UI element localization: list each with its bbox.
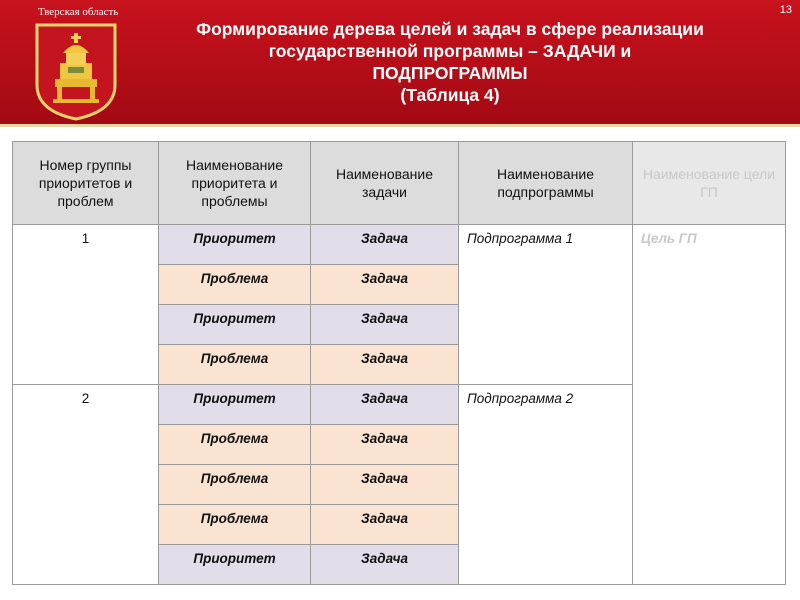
priority-cell: Приоритет (159, 385, 311, 425)
header-group-number: Номер группы приоритетов и проблем (13, 142, 159, 225)
coat-of-arms-icon (33, 23, 119, 121)
priority-cell: Проблема (159, 265, 311, 305)
title-line-3: ПОДПРОГРАММЫ (372, 63, 528, 83)
priority-cell: Проблема (159, 465, 311, 505)
page-number: 13 (779, 4, 792, 16)
task-cell: Задача (311, 345, 459, 385)
subprogram-cell: Подпрограмма 2 (459, 385, 633, 585)
region-label: Тверская область (38, 6, 119, 18)
task-cell: Задача (311, 425, 459, 465)
goal-cell: Цель ГП (633, 225, 786, 585)
header-priority-name: Наименование приоритета и проблемы (159, 142, 311, 225)
priority-cell: Приоритет (159, 225, 311, 265)
task-cell: Задача (311, 305, 459, 345)
task-cell: Задача (311, 505, 459, 545)
task-cell: Задача (311, 545, 459, 585)
priority-cell: Приоритет (159, 545, 311, 585)
goals-tasks-table (12, 141, 786, 585)
priority-cell: Проблема (159, 425, 311, 465)
group-number-cell: 1 (13, 225, 159, 385)
task-cell: Задача (311, 465, 459, 505)
task-cell: Задача (311, 385, 459, 425)
task-cell: Задача (311, 265, 459, 305)
group-number-cell: 2 (13, 385, 159, 585)
subprogram-cell: Подпрограмма 1 (459, 225, 633, 385)
title-line-1: Формирование дерева целей и задач в сфере реализации (196, 19, 704, 39)
header-band (0, 0, 800, 124)
table-header-row (13, 142, 786, 225)
priority-cell: Проблема (159, 345, 311, 385)
header-goal-name: Наименование цели ГП (633, 142, 786, 225)
title-line-4: (Таблица 4) (400, 85, 500, 105)
title-line-2: государственной программы – ЗАДАЧИ и (268, 41, 632, 61)
header-divider (0, 124, 800, 127)
table-row (13, 225, 786, 265)
priority-cell: Проблема (159, 505, 311, 545)
priority-cell: Приоритет (159, 305, 311, 345)
header-task-name: Наименование задачи (311, 142, 459, 225)
header-subprogram-name: Наименование подпрограммы (459, 142, 633, 225)
task-cell: Задача (311, 225, 459, 265)
slide-title (140, 18, 760, 106)
